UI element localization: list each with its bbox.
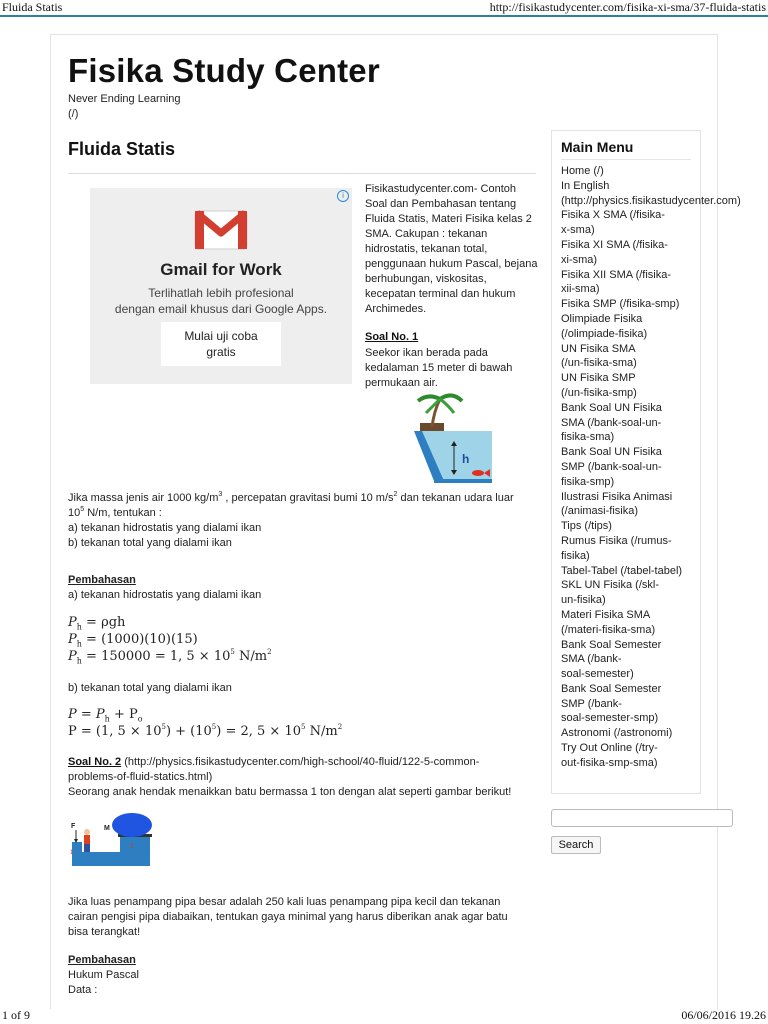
ad-cta-line: Mulai uji coba (184, 329, 258, 343)
sidebar-menu-item[interactable]: xii-sma) (561, 283, 600, 296)
print-header-divider (0, 15, 768, 17)
menu-list (561, 164, 741, 771)
soal-2-intro (68, 755, 479, 770)
sidebar-menu-item[interactable]: Tabel-Tabel (/tabel-tabel) (561, 564, 683, 577)
gmail-ad[interactable] (90, 188, 352, 384)
sidebar-menu-item[interactable]: SKL UN Fisika (/skl- (561, 579, 659, 592)
ad-cta-line: gratis (206, 345, 236, 359)
search-input[interactable] (551, 809, 733, 827)
soal-2-heading: Soal No. 2 (68, 756, 122, 768)
pembahasan-2-line: Data : (68, 984, 98, 996)
soal-2-question-line: cairan pengisi pipa diabaikan, tentukan gaya minimal yang harus diberikan anak agar batu (68, 911, 508, 923)
site-tagline: Never Ending Learning (68, 93, 181, 105)
sidebar-menu-item[interactable]: In English (561, 179, 610, 192)
sidebar-menu-item[interactable]: Astronomi (/astronomi) (561, 727, 673, 740)
sidebar-menu-item[interactable]: SMA (/bank- (561, 653, 622, 666)
sidebar-menu-item[interactable]: out-fisika-smp-sma) (561, 756, 658, 769)
print-timestamp: 06/06/2016 19.26 (681, 1008, 766, 1022)
ad-info-icon[interactable]: i (337, 190, 349, 202)
print-page-title: Fluida Statis (2, 0, 63, 14)
soal-2-question-line: bisa terangkat! (68, 926, 141, 938)
soal-1-heading: Soal No. 1 (365, 331, 419, 343)
soal-1-text: Seekor ikan berada pada kedalaman 15 meter di bawah permukaan air. (365, 347, 513, 389)
print-page-number: 1 of 9 (2, 1008, 30, 1022)
post-title: Fluida Statis (68, 139, 176, 159)
mass-label: M (104, 825, 110, 832)
home-link[interactable]: (/) (68, 108, 79, 120)
sidebar-menu-item[interactable]: Fisika XI SMA (/fisika- (561, 238, 668, 251)
sidebar-menu-item[interactable]: xi-sma) (561, 253, 598, 266)
sidebar-menu-item[interactable]: un-fisika) (561, 594, 606, 607)
sidebar-menu-item[interactable]: Tips (/tips) (561, 520, 612, 533)
sidebar-menu-item[interactable]: Bank Soal UN Fisika (561, 401, 662, 414)
print-header (0, 0, 768, 16)
sidebar-menu-item[interactable]: Rumus Fisika (/rumus- (561, 534, 672, 547)
sidebar-menu-item[interactable]: Fisika SMP (/fisika-smp) (561, 298, 680, 311)
sidebar-menu-item[interactable]: (http://physics.fisikastudycenter.com) (561, 194, 741, 207)
equation-line: $P_h = (1000)(10)(15)$ (68, 632, 198, 649)
print-url: http://fisikastudycenter.com/fisika-xi-sma/37-fluida-statis (489, 0, 766, 14)
soal-1-part-b: b) tekanan total yang dialami ikan (68, 537, 232, 549)
intro-paragraph: Fisikastudycenter.com- Contoh Soal dan Pembahasan tentang Fluida Statis, Materi Fisika kelas 2 SMA. Cakupan : tekanan hidrostatis, tekanan total, penggunaan hukum Pascal, bejana berhubungan, viskositas, kecepatan terminal dan hukum Archimedes. (365, 183, 538, 315)
force-label: F (71, 823, 76, 830)
sidebar-menu-item[interactable]: (/animasi-fisika) (561, 505, 639, 518)
pembahasan-2-heading: Pembahasan (68, 954, 136, 966)
sidebar-menu-item[interactable]: Fisika X SMA (/fisika- (561, 209, 665, 222)
gmail-logo-icon (193, 209, 249, 251)
sidebar-menu-item[interactable]: Bank Soal UN Fisika (561, 446, 662, 459)
search-button[interactable]: Search (551, 836, 601, 854)
pembahasan-1-heading: Pembahasan (68, 574, 136, 586)
fish-depth-illustration (412, 391, 494, 485)
equation-line: P = (1, $5 \times 10^5) + (10^5) = 2$, $5 \times 10^5$ $N/m^2$ (68, 723, 343, 739)
soal-1-question-line: $10^5$ N/m, tentukan : (68, 506, 162, 519)
sidebar-menu-item[interactable]: Bank Soal Semester (561, 682, 662, 695)
sidebar-menu-item[interactable]: Fisika XII SMA (/fisika- (561, 268, 672, 281)
title-divider (68, 173, 536, 174)
sidebar-menu-item[interactable]: UN Fisika SMA (561, 342, 636, 355)
ad-cta-button[interactable] (161, 322, 281, 366)
sidebar-menu-item[interactable]: (/olimpiade-fisika) (561, 327, 648, 340)
sidebar-menu-item[interactable]: soal-semester) (561, 668, 634, 681)
sidebar-menu-item[interactable]: x-sma) (561, 224, 595, 237)
ad-title: Gmail for Work (160, 260, 282, 279)
equation-line: $P_h = \rho gh$ (68, 615, 126, 632)
sidebar-menu-item[interactable]: Materi Fisika SMA (561, 608, 651, 621)
soal-2-text: Seorang anak hendak menaikkan batu bermassa 1 ton dengan alat seperti gambar berikut! (68, 786, 512, 798)
ad-description-line: Terlihatlah lebih profesional (148, 286, 294, 300)
soal-2-link[interactable]: problems-of-fluid-statics.html) (68, 771, 213, 783)
sidebar-menu-item[interactable]: Home (/) (561, 165, 604, 177)
sidebar-menu-item[interactable]: Olimpiade Fisika (561, 312, 643, 325)
sidebar-title: Main Menu (561, 139, 634, 155)
pipe-1-label: 1 (70, 850, 74, 856)
sidebar-menu-item[interactable]: UN Fisika SMP (561, 372, 636, 385)
pembahasan-2-line: Hukum Pascal (68, 969, 139, 981)
soal-2-question-line: Jika luas penampang pipa besar adalah 250 kali luas penampang pipa kecil dan tekanan (68, 896, 501, 908)
sidebar-menu-item[interactable]: fisika-sma) (561, 431, 615, 444)
site-title[interactable]: Fisika Study Center (68, 52, 380, 89)
soal-1-part-a: a) tekanan hidrostatis yang dialami ikan (68, 522, 262, 534)
sidebar-menu-item[interactable]: Bank Soal Semester (561, 638, 662, 651)
sidebar-divider (561, 159, 691, 160)
equation-line: $P = P_h + P_o$ (68, 707, 143, 724)
pembahasan-1-part-b: b) tekanan total yang dialami ikan (68, 682, 232, 694)
sidebar-menu-item[interactable]: (/un-fisika-smp) (561, 386, 637, 399)
sidebar-menu-item[interactable]: SMA (/bank-soal-un- (561, 416, 662, 429)
sidebar-menu-item[interactable]: soal-semester-smp) (561, 712, 659, 725)
sidebar-menu-item[interactable]: fisika-smp) (561, 475, 615, 488)
depth-label: h (462, 452, 470, 466)
sidebar-menu-item[interactable]: SMP (/bank-soal-un- (561, 460, 662, 473)
hydraulic-lift-illustration (68, 812, 158, 874)
soal-2-link[interactable]: (http://physics.fisikastudycenter.com/high-school/40-fluid/122-5-common- (121, 756, 480, 768)
soal-1-question-line: Jika massa jenis air 1000 $kg/m^3$ , percepatan gravitasi bumi 10 $m/s^2$ dan tekanan udara luar (68, 491, 514, 504)
sidebar-main-menu (551, 130, 741, 794)
sidebar-menu-item[interactable]: fisika) (561, 549, 590, 562)
sidebar-menu-item[interactable]: (/materi-fisika-sma) (561, 623, 656, 636)
sidebar-menu-item[interactable]: Ilustrasi Fisika Animasi (561, 490, 673, 503)
pipe-2-label: 2 (130, 844, 134, 850)
pembahasan-1-part-a: a) tekanan hidrostatis yang dialami ikan (68, 589, 262, 601)
sidebar-menu-item[interactable]: (/un-fisika-sma) (561, 357, 637, 370)
sidebar-menu-item[interactable]: SMP (/bank- (561, 697, 622, 710)
ad-description-line: dengan email khusus dari Google Apps. (114, 302, 328, 316)
sidebar-menu-item[interactable]: Try Out Online (/try- (561, 742, 658, 755)
ad-description (90, 285, 352, 317)
equation-line: $P_h = 150000 = 1$, $5 \times 10^5$ $N/m^2$ (68, 648, 272, 666)
